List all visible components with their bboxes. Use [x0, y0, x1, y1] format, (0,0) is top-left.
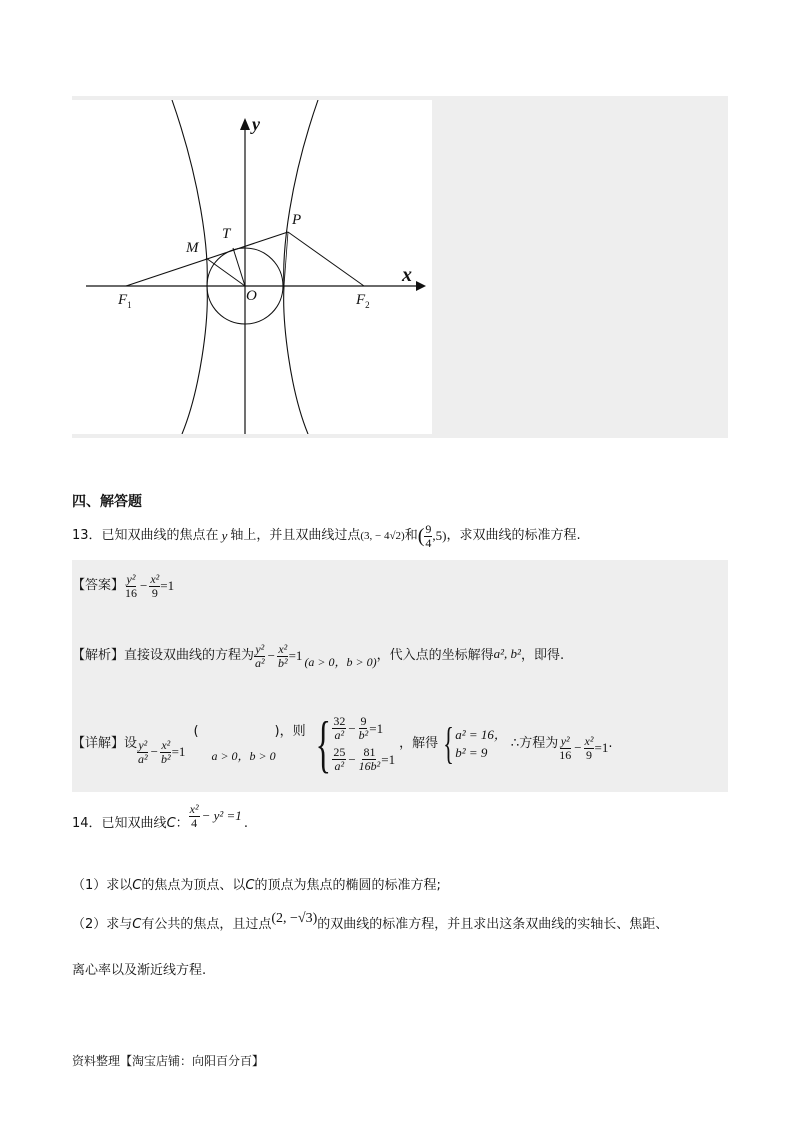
hyperbola-left-branch: [172, 100, 207, 434]
hyperbola-diagram: [72, 100, 432, 434]
var-y: y: [221, 528, 228, 543]
point-label-F1: $F_1$: [118, 292, 132, 310]
question-13: [72, 520, 581, 552]
section-heading: 四、解答题: [72, 494, 142, 510]
hyperbola-right-branch: [284, 100, 318, 434]
question-number: 13．: [72, 528, 102, 543]
detail-equation: $\frac{\text{y²}}{\text{a²}}$ − $\frac{\text{x²}}{\text{b²}}$ =1: [138, 737, 186, 766]
footer-note: 资料整理【淘宝店铺：向阳百分百】: [72, 1054, 265, 1068]
fraction: $\frac{\text{x²}}{\text{b²}}$: [277, 641, 288, 670]
answer-line: 【答案】 $\frac{\text{y²}}{16}$ − $\frac{\text{x²}}{9}$ =1: [72, 571, 175, 600]
y-axis-arrow: [240, 118, 250, 130]
point-label-M: M: [186, 240, 199, 256]
detail-label: 【详解】: [72, 736, 125, 751]
line-O-T: [233, 248, 245, 286]
question-text: 和: [404, 528, 418, 543]
point-2: ( $\frac{9}{4}$ ,5): [417, 521, 447, 550]
question-14-part-1: （1）求以C的焦点为顶点、以C的顶点为焦点的椭圆的标准方程;: [72, 878, 441, 893]
fraction: $\frac{\text{y²}}{\text{a²}}$: [255, 641, 265, 670]
line-O-M: [206, 258, 245, 286]
point-2-neg-root3: (2, −√3): [271, 911, 318, 926]
fraction: $\frac{\text{y²}}{16}$: [559, 733, 572, 762]
question-text: 轴上，并且双曲线过点: [230, 528, 361, 543]
fraction: $\frac{\text{y²}}{16}$: [125, 571, 138, 600]
question-14: 14． 已知双曲线 C ： $\frac{\text{x²}}{4}$ − y² =1 .: [72, 801, 248, 831]
line-P-F2: [288, 232, 364, 286]
solution-system: { a² = 16， b² = 9: [443, 719, 507, 768]
detail-condition: ( )，则 a > 0，b > 0: [193, 724, 306, 763]
point-label-T: T: [222, 226, 231, 242]
point-label-O: O: [246, 288, 257, 304]
q14-equation: $\frac{\text{x²}}{4}$ − y² =1: [189, 801, 242, 830]
fraction: $\frac{\text{x²}}{9}$: [150, 571, 160, 600]
point-1: (3, − 4√2): [360, 530, 405, 542]
question-14-part-2: （2）求与 C 有公共的焦点，且过点 (2, −√3) 的双曲线的标准方程，并且求出这条双曲线的实轴长、焦距、: [72, 911, 669, 932]
analysis-line: 【解析】 直接设双曲线的方程为 $\frac{\text{y²}}{\text{a²}}$ − $\frac{\text{x²}}{\text{b²}}$ =1 (a > 0，b > 0) ，代入点的坐标解得 a², b² ，即得.: [72, 641, 565, 670]
question-14-part-2-cont: 离心率以及渐近线方程.: [72, 963, 207, 978]
question-text: 已知双曲线的焦点在: [101, 528, 219, 543]
system-of-equations: { $\frac{32}{\text{a²}}$ − $\frac{9}{\text{b²}}$ =1 $\frac{25}{\text{a²}}$ − $\frac{81}{\text{16b²}}$ =1: [315, 708, 396, 779]
answer-label: 【答案】: [72, 578, 125, 593]
axis-label-x: x: [402, 264, 412, 286]
x-axis-arrow: [416, 281, 426, 291]
figure-canvas: [72, 100, 432, 434]
point-label-F2: $F_2$: [356, 292, 370, 310]
point-label-P: P: [292, 212, 302, 228]
detail-line: 【详解】 设 $\frac{\text{y²}}{\text{a²}}$ − $\frac{\text{x²}}{\text{b²}}$ =1 ( )，则 a > 0，b > 0 { $\frac{32}{\text{a²}}$ − $\frac{9}{\text{b²}}$ =1 $\frac{25}{\text{a²}}$ − $\frac{81}{\text{16b²}}$ =1 ，解得 { a² = 16， b² = 9 ∴方程为 $\frac{\text{y²}}{16}$ − $\frac{\text{x²}}{9}$ =1 .: [72, 708, 613, 779]
question-text: ，求双曲线的标准方程.: [446, 528, 581, 543]
fraction: $\frac{\text{x²}}{9}$: [584, 733, 594, 762]
axis-label-y: y: [252, 114, 260, 134]
question-number: 14．: [72, 816, 102, 831]
analysis-label: 【解析】: [72, 648, 125, 663]
